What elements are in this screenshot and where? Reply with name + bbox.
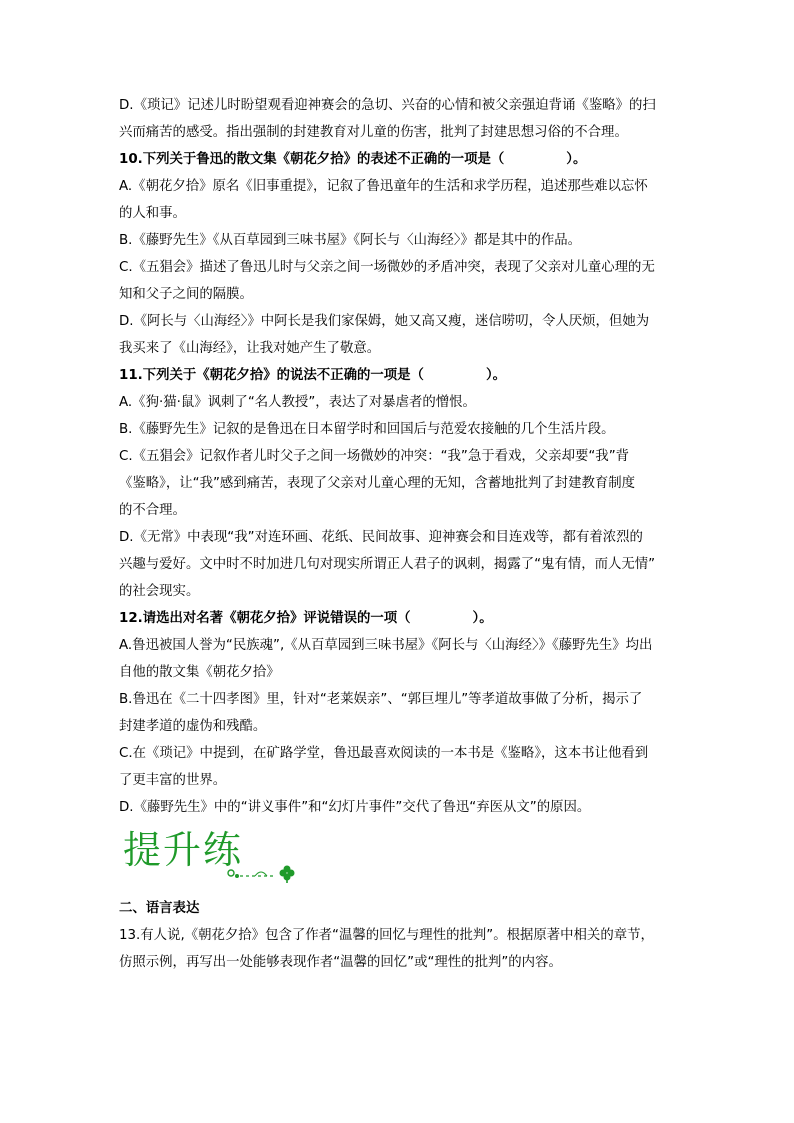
option-d-line: D.《无常》中表现“我”对连环画、花纸、民间故事、迎神赛会和目连戏等，都有着浓烈的 <box>119 530 643 545</box>
option-c-line: 的不合理。 <box>119 503 186 518</box>
option-c-line: C.《五猖会》描述了鲁迅儿时与父亲之间一场微妙的矛盾冲突，表现了父亲对儿童心理的无 <box>119 260 655 275</box>
option-c-line: 了更丰富的世界。 <box>119 773 227 788</box>
boost-practice-label: 提升练 <box>123 828 244 872</box>
question-10-title <box>119 146 679 173</box>
document-page <box>119 92 679 976</box>
option-b-line: B.《藤野先生》记叙的是鲁迅在日本留学时和回国后与范爱农接触的几个生活片段。 <box>119 422 615 437</box>
option-a-line: A.《狗·猫·鼠》讽刺了“名人教授”，表达了对暴虐者的憎恨。 <box>119 395 476 410</box>
question-13-line: 仿照示例，再写出一处能够表现作者“温馨的回忆”或“理性的批判”的内容。 <box>119 955 562 970</box>
option-a-line: A.《朝花夕拾》原名《旧事重提》，记叙了鲁迅童年的生活和求学历程，追述那些难以忘怀 <box>119 179 648 194</box>
option-a-line: A.鲁迅被国人誉为“民族魂”,《从百草园到三味书屋》《阿长与〈山海经〉》《藤野先生》均出 <box>119 638 653 653</box>
clover-vine-icon <box>215 861 305 883</box>
question-title-text: 12.请选出对名著《朝花夕拾》评说错误的一项（ <box>119 611 411 626</box>
option-d-line: D.《阿长与〈山海经〉》中阿长是我们家保姆，她又高又瘦，迷信唠叨，令人厌烦，但她为 <box>119 314 650 329</box>
question-title-text: 11.下列关于《朝花夕拾》的说法不正确的一项是（ <box>119 368 424 383</box>
question-12-title <box>119 605 679 632</box>
question-title-end: ）。 <box>566 152 587 167</box>
question-title-text: 10.下列关于鲁迅的散文集《朝花夕拾》的表述不正确的一项是（ <box>119 152 505 167</box>
option-d-line: 兴趣与爱好。文中时不时加进几句对现实所谓正人君子的讽刺，揭露了“鬼有情，而人无情” <box>119 557 656 572</box>
option-b-line: B.《藤野先生》《从百草园到三味书屋》《阿长与〈山海经〉》都是其中的作品。 <box>119 233 582 248</box>
question-13-line: 13.有人说,《朝花夕拾》包含了作者“温馨的回忆与理性的批判”。根据原著中相关的章节， <box>119 928 654 943</box>
question-12 <box>119 605 679 821</box>
option-d-line: D.《藤野先生》中的“讲义事件”和“幻灯片事件”交代了鲁迅“弃医从文”的原因。 <box>119 800 591 815</box>
option-d-line: 我买来了《山海经》，让我对她产生了敬意。 <box>119 341 381 356</box>
q9-option-d <box>119 92 679 146</box>
option-d-line: 的社会现实。 <box>119 584 200 599</box>
text-line: 兴而痛苦的感受。指出强制的封建教育对儿童的伤害，批判了封建思想习俗的不合理。 <box>119 125 628 140</box>
question-11-title <box>119 362 679 389</box>
text-line: D.《琐记》记述儿时盼望观看迎神赛会的急切、兴奋的心情和被父亲强迫背诵《鉴略》的扫 <box>119 98 656 113</box>
boost-practice-banner <box>119 825 679 895</box>
option-c-line: 知和父子之间的隔膜。 <box>119 287 253 302</box>
question-title-end: ）。 <box>485 368 507 383</box>
option-b-line: 封建孝道的虚伪和残酷。 <box>119 719 267 734</box>
option-a-line: 的人和事。 <box>119 206 186 221</box>
question-10 <box>119 146 679 362</box>
option-a-line: 自他的散文集《朝花夕拾》 <box>119 665 280 680</box>
option-c-line: C.在《琐记》中提到，在矿路学堂，鲁迅最喜欢阅读的一本书是《鉴略》，这本书让他看到 <box>119 746 649 761</box>
option-c-line: C.《五猖会》记叙作者儿时父子之间一场微妙的冲突：“我”急于看戏，父亲却要“我”背 <box>119 449 630 464</box>
option-b-line: B.鲁迅在《二十四孝图》里，针对“老莱娱亲”、“郭巨埋儿”等孝道故事做了分析，揭示了 <box>119 692 643 707</box>
option-c-line: 《鉴略》，让“我”感到痛苦，表现了父亲对儿童心理的无知，含蓄地批判了封建教育制度 <box>119 476 636 491</box>
section-title: 二、语言表达 <box>119 901 200 916</box>
question-title-end: ）。 <box>472 611 493 626</box>
question-11 <box>119 362 679 605</box>
section-language-expression <box>119 895 679 976</box>
